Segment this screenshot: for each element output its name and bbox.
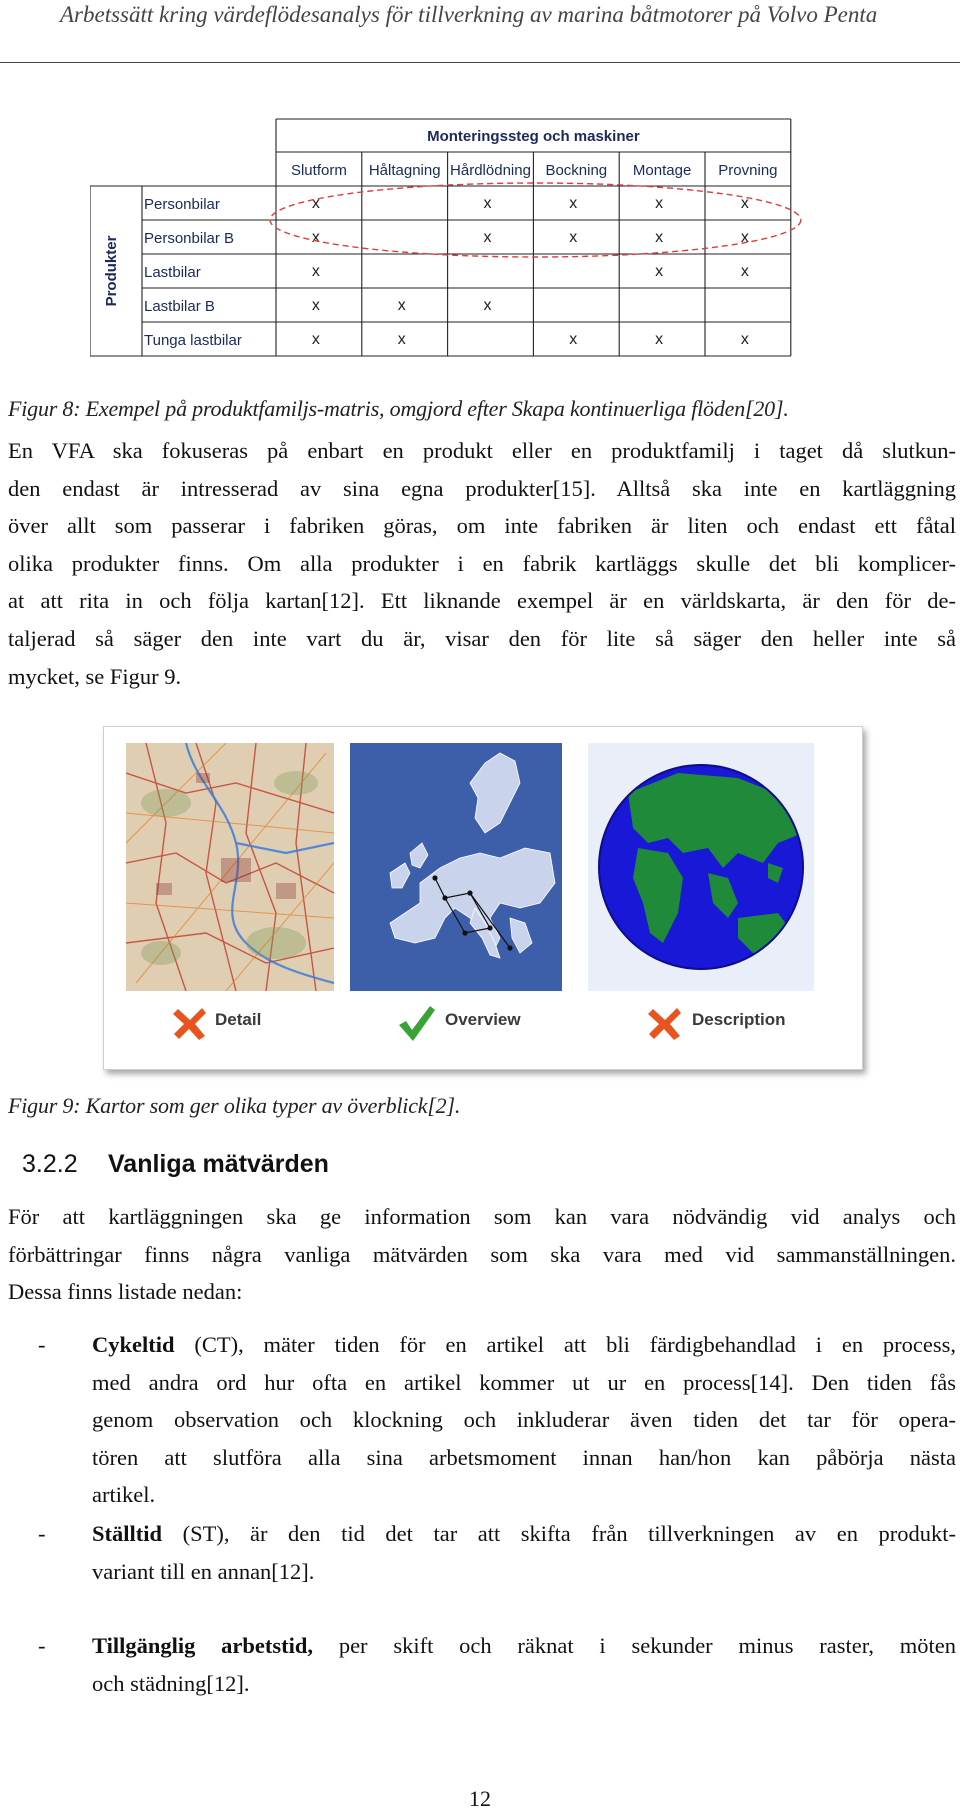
matrix-group-header: Monteringssteg och maskiner <box>427 128 640 145</box>
list-text: (CT), mäter tiden för en artikel att bli färdigbehandlad i en process, <box>174 1332 956 1357</box>
matrix-cell-mark: x <box>311 195 320 212</box>
matrix-column-header: Håltagning <box>368 162 441 179</box>
matrix-column-header: Bockning <box>545 162 608 179</box>
product-family-matrix <box>90 116 880 383</box>
matrix-column-header: Provning <box>718 162 778 179</box>
text-line: Dessa finns listade nedan: <box>8 1279 243 1305</box>
text-line: och städning[12]. <box>92 1670 250 1696</box>
matrix-cell-mark: x <box>655 331 664 348</box>
page-number: 12 <box>469 1786 491 1811</box>
text-line: mycket, se Figur 9. <box>8 663 182 689</box>
matrix-cell-mark: x <box>311 263 320 280</box>
list-bullet: - <box>38 1633 46 1658</box>
matrix-row-label: Lastbilar B <box>144 298 215 315</box>
text-line: förbättringar finns några vanliga mätvärden som ska vara med vid sammanställningen. <box>8 1241 956 1267</box>
list-item <box>38 1627 956 1702</box>
matrix-cell-mark: x <box>740 195 749 212</box>
matrix-cell-mark: x <box>740 331 749 348</box>
text-line <box>92 1515 956 1553</box>
text-line: En VFA ska fokuseras på enbart en produkt eller en produktfamilj i taget då slutkun- <box>8 438 956 463</box>
list-bullet: - <box>38 1521 46 1546</box>
running-header <box>0 0 960 63</box>
figure-9-maps <box>103 726 863 1070</box>
overview-map-image <box>350 743 562 991</box>
body-paragraph-2 <box>8 1198 956 1311</box>
list-term: Cykeltid <box>92 1332 175 1357</box>
text-line <box>92 1326 956 1364</box>
text-line: olika produkter finns. Om alla produkter i en fabrik kartläggs skulle det bli komplicer- <box>8 550 956 576</box>
text-line: den endast är intresserad av sina egna produkter[15]. Alltså ska inte en kartläggning <box>8 475 956 501</box>
matrix-row-group-label: Produkter <box>103 235 120 307</box>
matrix-cell-mark: x <box>655 229 664 246</box>
cross-icon <box>645 1003 685 1043</box>
text-line: at att rita in och följa kartan[12]. Ett liknande exempel är en världskarta, är den för de- <box>8 588 956 614</box>
text-line: För att kartläggningen ska ge information som kan vara nödvändig vid analys och <box>8 1204 956 1229</box>
body-paragraph-1 <box>8 432 956 695</box>
matrix-column-header: Montage <box>632 162 692 179</box>
matrix-row-label: Tunga lastbilar <box>144 332 242 349</box>
matrix-column-header: Hårdlödning <box>450 162 531 179</box>
text-line <box>92 1627 956 1665</box>
section-heading <box>22 1150 329 1179</box>
text-line: artikel. <box>92 1482 156 1508</box>
detail-label: Detail <box>215 1010 262 1029</box>
text-line: genom observation och klockning och inkluderar även tiden det tar för opera- <box>92 1407 956 1433</box>
section-title: Vanliga mätvärden <box>108 1150 329 1178</box>
header-title: Arbetssätt kring värdeflödesanalys för tillverkning av marina båtmotorer på Volvo Penta <box>60 2 878 27</box>
list-text: per skift och räknat i sekunder minus raster, möten <box>313 1633 956 1658</box>
figure-9-caption: Figur 9: Kartor som ger olika typer av överblick[2]. <box>8 1093 461 1118</box>
matrix-row-label: Personbilar <box>144 196 220 213</box>
matrix-cell-mark: x <box>655 263 664 280</box>
matrix-table <box>90 116 880 378</box>
figure-8-caption: Figur 8: Exempel på produktfamiljs-matris, omgjord efter Skapa kontinuerliga flöden[20]. <box>8 396 789 421</box>
detail-map-image <box>126 743 334 991</box>
matrix-cell-mark: x <box>569 331 578 348</box>
matrix-cell-mark: x <box>740 229 749 246</box>
text-line: taljerad så säger den inte vart du är, visar den för lite så säger den heller inte så <box>8 625 956 651</box>
text-line: med andra ord hur ofta en artikel kommer ut ur en process[14]. Den tiden fås <box>92 1369 956 1395</box>
matrix-cell-mark: x <box>569 229 578 246</box>
text-line: variant till en annan[12]. <box>92 1558 315 1584</box>
description-label: Description <box>692 1010 786 1029</box>
matrix-cell-mark: x <box>483 229 492 246</box>
list-bullet: - <box>38 1332 46 1357</box>
list-item <box>38 1326 956 1514</box>
matrix-cell-mark: x <box>311 297 320 314</box>
matrix-row-label: Lastbilar <box>144 264 201 281</box>
section-number: 3.2.2 <box>22 1150 78 1178</box>
globe-image <box>588 743 814 991</box>
text-line: över allt som passerar i fabriken göras, om inte fabriken är liten och endast ett fåtal <box>8 513 956 539</box>
check-icon <box>396 1003 436 1043</box>
matrix-cell-mark: x <box>483 195 492 212</box>
matrix-cell-mark: x <box>311 331 320 348</box>
matrix-cell-mark: x <box>740 263 749 280</box>
list-term: Ställtid <box>92 1521 163 1546</box>
matrix-cell-mark: x <box>397 331 406 348</box>
list-text: (ST), är den tid det tar att skifta från tillverkningen av en produkt- <box>162 1521 956 1546</box>
cross-icon <box>170 1003 210 1043</box>
list-term: Tillgänglig arbetstid, <box>92 1633 314 1658</box>
matrix-cell-mark: x <box>397 297 406 314</box>
matrix-cell-mark: x <box>483 297 492 314</box>
matrix-cell-mark: x <box>569 195 578 212</box>
matrix-column-header: Slutform <box>290 162 347 179</box>
overview-label: Overview <box>445 1010 521 1029</box>
matrix-cell-mark: x <box>655 195 664 212</box>
list-item <box>38 1515 956 1590</box>
matrix-row-label: Personbilar B <box>144 230 235 247</box>
text-line: tören att slutföra alla sina arbetsmoment innan han/hon kan påbörja nästa <box>92 1444 956 1470</box>
matrix-cell-mark: x <box>311 229 320 246</box>
